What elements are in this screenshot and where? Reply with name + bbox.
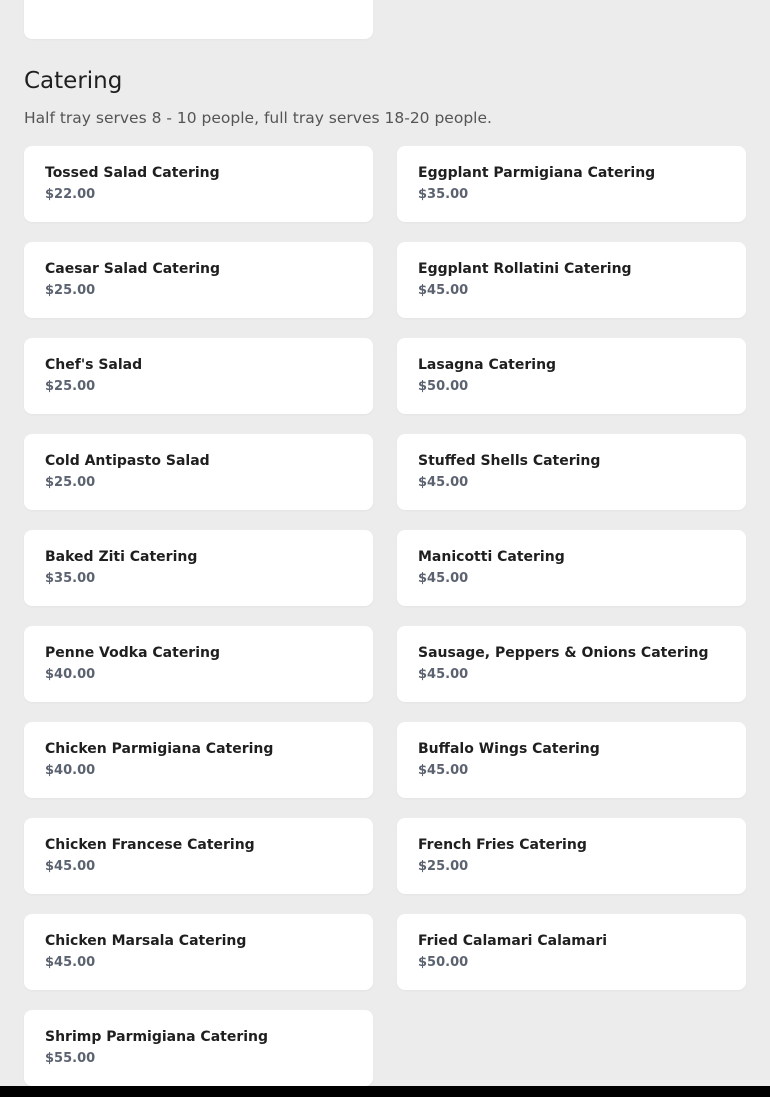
menu-item-price — [45, 0, 352, 2]
menu-item-name: Penne Vodka Catering — [45, 645, 220, 661]
menu-item-card[interactable] — [397, 914, 746, 990]
menu-item-card[interactable] — [397, 530, 746, 606]
menu-item-name: Eggplant Rollatini Catering — [418, 261, 632, 277]
menu-item-name: Cold Antipasto Salad — [45, 453, 210, 469]
menu-item-name: Chicken Marsala Catering — [45, 933, 247, 949]
menu-item-price: $25.00 — [45, 379, 96, 394]
menu-item-card[interactable] — [24, 242, 373, 318]
menu-item-name: Chef's Salad — [45, 357, 143, 373]
menu-item-price: $45.00 — [418, 283, 469, 298]
menu-item-card[interactable] — [24, 914, 373, 990]
menu-item-price: $45.00 — [418, 667, 469, 682]
menu-item-price: $45.00 — [418, 475, 469, 490]
menu-item-name: Tossed Salad Catering — [45, 165, 220, 181]
menu-item-price: $40.00 — [45, 667, 96, 682]
menu-item-price: $45.00 — [45, 859, 96, 874]
menu-item-name: Eggplant Parmigiana Catering — [418, 165, 656, 181]
menu-item-name: Lasagna Catering — [418, 357, 557, 373]
menu-item-card[interactable] — [397, 818, 746, 894]
menu-item-price: $35.00 — [45, 571, 96, 586]
menu-item-name: Chicken Parmigiana Catering — [45, 741, 274, 757]
menu-item-name: French Fries Catering — [418, 837, 587, 853]
menu-item-card[interactable] — [397, 338, 746, 414]
section-title: Catering — [24, 68, 123, 94]
menu-item-card-previous[interactable] — [24, 0, 373, 39]
menu-item-name: Baked Ziti Catering — [45, 549, 198, 565]
menu-item-price: $25.00 — [45, 283, 96, 298]
menu-item-name: Buffalo Wings Catering — [418, 741, 600, 757]
menu-item-name: Chicken Francese Catering — [45, 837, 255, 853]
menu-item-price: $22.00 — [45, 187, 96, 202]
menu-item-card[interactable] — [397, 434, 746, 510]
menu-item-card[interactable] — [24, 338, 373, 414]
menu-item-price: $45.00 — [418, 571, 469, 586]
menu-item-card[interactable] — [24, 626, 373, 702]
menu-item-card[interactable] — [24, 1010, 373, 1086]
menu-item-card[interactable] — [24, 722, 373, 798]
menu-item-price: $40.00 — [45, 763, 96, 778]
menu-item-price: $50.00 — [418, 955, 469, 970]
menu-item-card[interactable] — [397, 626, 746, 702]
menu-item-grid — [24, 146, 746, 1086]
menu-item-price: $25.00 — [418, 859, 469, 874]
menu-item-card[interactable] — [397, 722, 746, 798]
menu-item-price: $45.00 — [418, 763, 469, 778]
menu-item-price: $35.00 — [418, 187, 469, 202]
menu-item-name: Stuffed Shells Catering — [418, 453, 601, 469]
menu-item-price: $50.00 — [418, 379, 469, 394]
bottom-bar — [0, 1086, 770, 1097]
menu-item-card[interactable] — [24, 434, 373, 510]
menu-item-price: $25.00 — [45, 475, 96, 490]
menu-item-name: Shrimp Parmigiana Catering — [45, 1029, 269, 1045]
menu-item-card[interactable] — [397, 146, 746, 222]
menu-item-name: Manicotti Catering — [418, 549, 565, 565]
menu-item-price: $45.00 — [45, 955, 96, 970]
menu-item-price: $55.00 — [45, 1051, 96, 1066]
menu-item-name: Sausage, Peppers & Onions Catering — [418, 645, 709, 661]
menu-item-card[interactable] — [24, 146, 373, 222]
menu-item-name: Caesar Salad Catering — [45, 261, 221, 277]
menu-item-name: Fried Calamari Calamari — [418, 933, 608, 949]
menu-item-card[interactable] — [24, 818, 373, 894]
menu-item-card[interactable] — [24, 530, 373, 606]
section-description: Half tray serves 8 - 10 people, full tray serves 18-20 people. — [24, 109, 492, 127]
menu-item-card[interactable] — [397, 242, 746, 318]
